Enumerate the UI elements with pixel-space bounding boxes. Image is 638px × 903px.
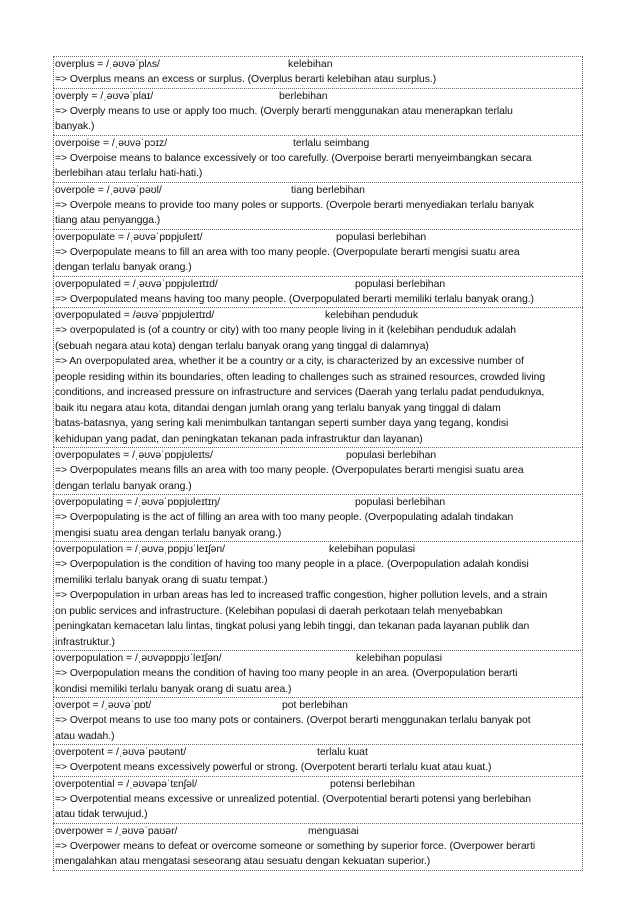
word-pronunciation: overpotential = /ˌəʊvəpəˈtɛnʃəl/ xyxy=(55,778,198,790)
translation: populasi berlebihan xyxy=(355,278,446,290)
definition-line: mengisi suatu area dengan terlalu banyak orang.) xyxy=(55,527,282,539)
translation: kelebihan populasi xyxy=(329,544,416,555)
translation: kelebihan xyxy=(288,59,333,70)
word-pronunciation: overpopulating = /ˌəʊvəˈpɒpjʊleɪtɪŋ/ xyxy=(55,497,221,508)
translation: populasi berlebihan xyxy=(336,231,427,243)
definition-line: => Overpopulation means the condition of having too many people in an area. (Overpopulation berarti xyxy=(55,668,518,679)
translation: potensi berlebihan xyxy=(330,778,415,790)
dictionary-entry xyxy=(53,744,583,776)
translation: terlalu kuat xyxy=(317,747,368,758)
translation: terlalu seimbang xyxy=(293,137,370,149)
definition-line: dengan terlalu banyak orang.) xyxy=(55,262,192,273)
dictionary-entry xyxy=(53,135,583,182)
definition-line: => Overply means to use or apply too much. (Overply berarti menggunakan atau menerapkan terlalu xyxy=(55,105,513,117)
entry-heading xyxy=(55,230,581,245)
dictionary-entry xyxy=(53,776,583,823)
translation: menguasai xyxy=(308,825,359,837)
word-pronunciation: overpoise = /ˌəʊvəˈpɔɪz/ xyxy=(55,137,168,149)
definition-line: => Overpower means to defeat or overcome someone or something by superior force. (Overpower berarti xyxy=(55,840,536,852)
definition-line: memiliki terlalu banyak orang di suatu tempat.) xyxy=(55,574,268,586)
definition-line: => Overpotent means excessively powerful or strong. (Overpotent berarti terlalu kuat atau kuat.) xyxy=(55,762,492,773)
definition-line: berlebihan atau terlalu hati-hati.) xyxy=(55,168,203,179)
dictionary-entry xyxy=(53,494,583,541)
definition-line: tiang atau penyangga.) xyxy=(55,215,161,226)
word-pronunciation: overpopulates = /ˌəʊvəˈpɒpjʊleɪts/ xyxy=(55,450,213,461)
translation: pot berlebihan xyxy=(282,700,348,711)
definition-line: => Overpopulates means fills an area with too many people. (Overpopulates berarti mengisi suatu area xyxy=(55,465,524,476)
dictionary-entry xyxy=(53,650,583,697)
entry-heading xyxy=(55,89,581,104)
definition-line: baik itu negara atau kota, ditandai dengan jumlah orang yang terlalu banyak yang tinggal di dalam xyxy=(55,402,501,414)
entry-heading xyxy=(55,495,581,510)
dictionary-entry xyxy=(53,823,583,871)
entry-heading xyxy=(55,824,581,839)
definition-line: => Overpotential means excessive or unrealized potential. (Overpotential berarti potensi yang berlebihan xyxy=(55,793,531,805)
dictionary-entry xyxy=(53,182,583,229)
definition-line: (sebuah negara atau kota) dengan terlalu banyak orang yang tinggal di dalamnya) xyxy=(55,340,429,352)
definition-line: atau tidak terwujud.) xyxy=(55,809,148,820)
definition-line: batas-batasnya, yang sering kali menimbulkan tantangan seperti sumber daya yang tegang, kondisi xyxy=(55,418,509,429)
definition-line: => Overpot means to use too many pots or containers. (Overpot berarti menggunakan terlalu banyak pot xyxy=(55,715,531,726)
entry-heading xyxy=(55,277,581,292)
definition-line: banyak.) xyxy=(55,121,95,132)
dictionary-entries xyxy=(53,56,583,871)
word-pronunciation: overpopulated = /əʊvəˈpɒpjʊleɪtɪd/ xyxy=(55,310,215,321)
definition-line: mengalahkan atau mengatasi seseorang atau sesuatu dengan kekuatan superior.) xyxy=(55,856,431,867)
dictionary-entry xyxy=(53,307,583,447)
definition-line: => Overpopulation is the condition of having too many people in a place. (Overpopulation adalah kondisi xyxy=(55,559,529,570)
definition-line: => An overpopulated area, whether it be a country or a city, is characterized by an excessive number of xyxy=(55,356,524,367)
dictionary-entry xyxy=(53,88,583,135)
word-pronunciation: overpopulation = /ˌəʊvəpɒpjʊˈleɪʃən/ xyxy=(55,653,222,664)
word-pronunciation: overpole = /ˌəʊvəˈpəʊl/ xyxy=(55,184,162,196)
definition-line: => overpopulated is (of a country or city) with too many people living in it (kelebihan penduduk adalah xyxy=(55,325,516,336)
entry-heading xyxy=(55,448,581,463)
definition-line: dengan terlalu banyak orang.) xyxy=(55,480,192,492)
entry-heading xyxy=(55,57,581,72)
word-pronunciation: overplus = /ˌəʊvəˈplʌs/ xyxy=(55,59,160,70)
entry-heading xyxy=(55,777,581,792)
definition-line: => Overpopulated means having too many people. (Overpopulated berarti memiliki terlalu banyak orang.) xyxy=(55,293,534,305)
dictionary-entry xyxy=(53,276,583,308)
definition-line: => Overpopulate means to fill an area with too many people. (Overpopulate berarti mengisi suatu area xyxy=(55,246,520,258)
definition-line: people residing within its boundaries, often leading to challenges such as strained resources, crowded living xyxy=(55,371,546,383)
definition-line: on public services and infrastructure. (Kelebihan populasi di daerah perkotaan telah menyebabkan xyxy=(55,605,503,617)
dictionary-entry xyxy=(53,541,583,650)
word-pronunciation: overpopulated = /ˌəʊvəˈpɒpjʊleɪtɪd/ xyxy=(55,278,218,290)
entry-heading xyxy=(55,698,581,713)
entry-heading xyxy=(55,651,581,666)
definition-line: peningkatan kemacetan lalu lintas, tingkat polusi yang lebih tinggi, dan tekanan pada layanan publik dan xyxy=(55,621,530,632)
definition-line: => Overplus means an excess or surplus. (Overplus berarti kelebihan atau surplus.) xyxy=(55,74,437,85)
word-pronunciation: overpopulation = /ˌəʊvəˌpɒpjʊˈleɪʃən/ xyxy=(55,544,226,555)
word-pronunciation: overpopulate = /ˌəʊvəˈpɒpjʊleɪt/ xyxy=(55,231,203,243)
translation: berlebihan xyxy=(279,90,328,102)
definition-line: conditions, and increased pressure on infrastructure and services (Daerah yang terlalu padat penduduknya, xyxy=(55,387,545,398)
dictionary-entry xyxy=(53,697,583,744)
entry-heading xyxy=(55,745,581,760)
definition-line: infrastruktur.) xyxy=(55,636,115,648)
translation: populasi berlebihan xyxy=(346,450,437,461)
word-pronunciation: overpot = /ˌəʊvəˈpɒt/ xyxy=(55,700,152,711)
dictionary-entry xyxy=(53,56,583,88)
dictionary-entry xyxy=(53,447,583,494)
definition-line: => Overpole means to provide too many poles or supports. (Overpole berarti menyediakan terlalu banyak xyxy=(55,199,534,211)
entry-heading xyxy=(55,183,581,198)
entry-heading xyxy=(55,542,581,557)
dictionary-entry xyxy=(53,229,583,276)
translation: kelebihan populasi xyxy=(356,653,443,664)
definition-line: => Overpopulating is the act of filling an area with too many people. (Overpopulating adalah tindakan xyxy=(55,512,514,523)
definition-line: kondisi memiliki terlalu banyak orang di suatu area.) xyxy=(55,683,292,695)
word-pronunciation: overpotent = /ˌəʊvəˈpəʊtənt/ xyxy=(55,747,187,758)
word-pronunciation: overply = /ˌəʊvəˈplaɪ/ xyxy=(55,90,154,102)
definition-line: => Overpopulation in urban areas has led to increased traffic congestion, higher pollution levels, and a strain xyxy=(55,590,548,601)
definition-line: => Overpoise means to balance excessively or too carefully. (Overpoise berarti menyeimbangkan secara xyxy=(55,152,532,164)
definition-line: atau wadah.) xyxy=(55,730,115,742)
entry-heading xyxy=(55,308,581,323)
entry-heading xyxy=(55,136,581,151)
word-pronunciation: overpower = /ˌəʊvəˈpaʊər/ xyxy=(55,825,178,837)
definition-line: kehidupan yang padat, dan peningkatan tekanan pada infrastruktur dan layanan) xyxy=(55,433,423,445)
translation: tiang berlebihan xyxy=(291,184,365,196)
translation: kelebihan penduduk xyxy=(325,310,419,321)
translation: populasi berlebihan xyxy=(355,497,446,508)
